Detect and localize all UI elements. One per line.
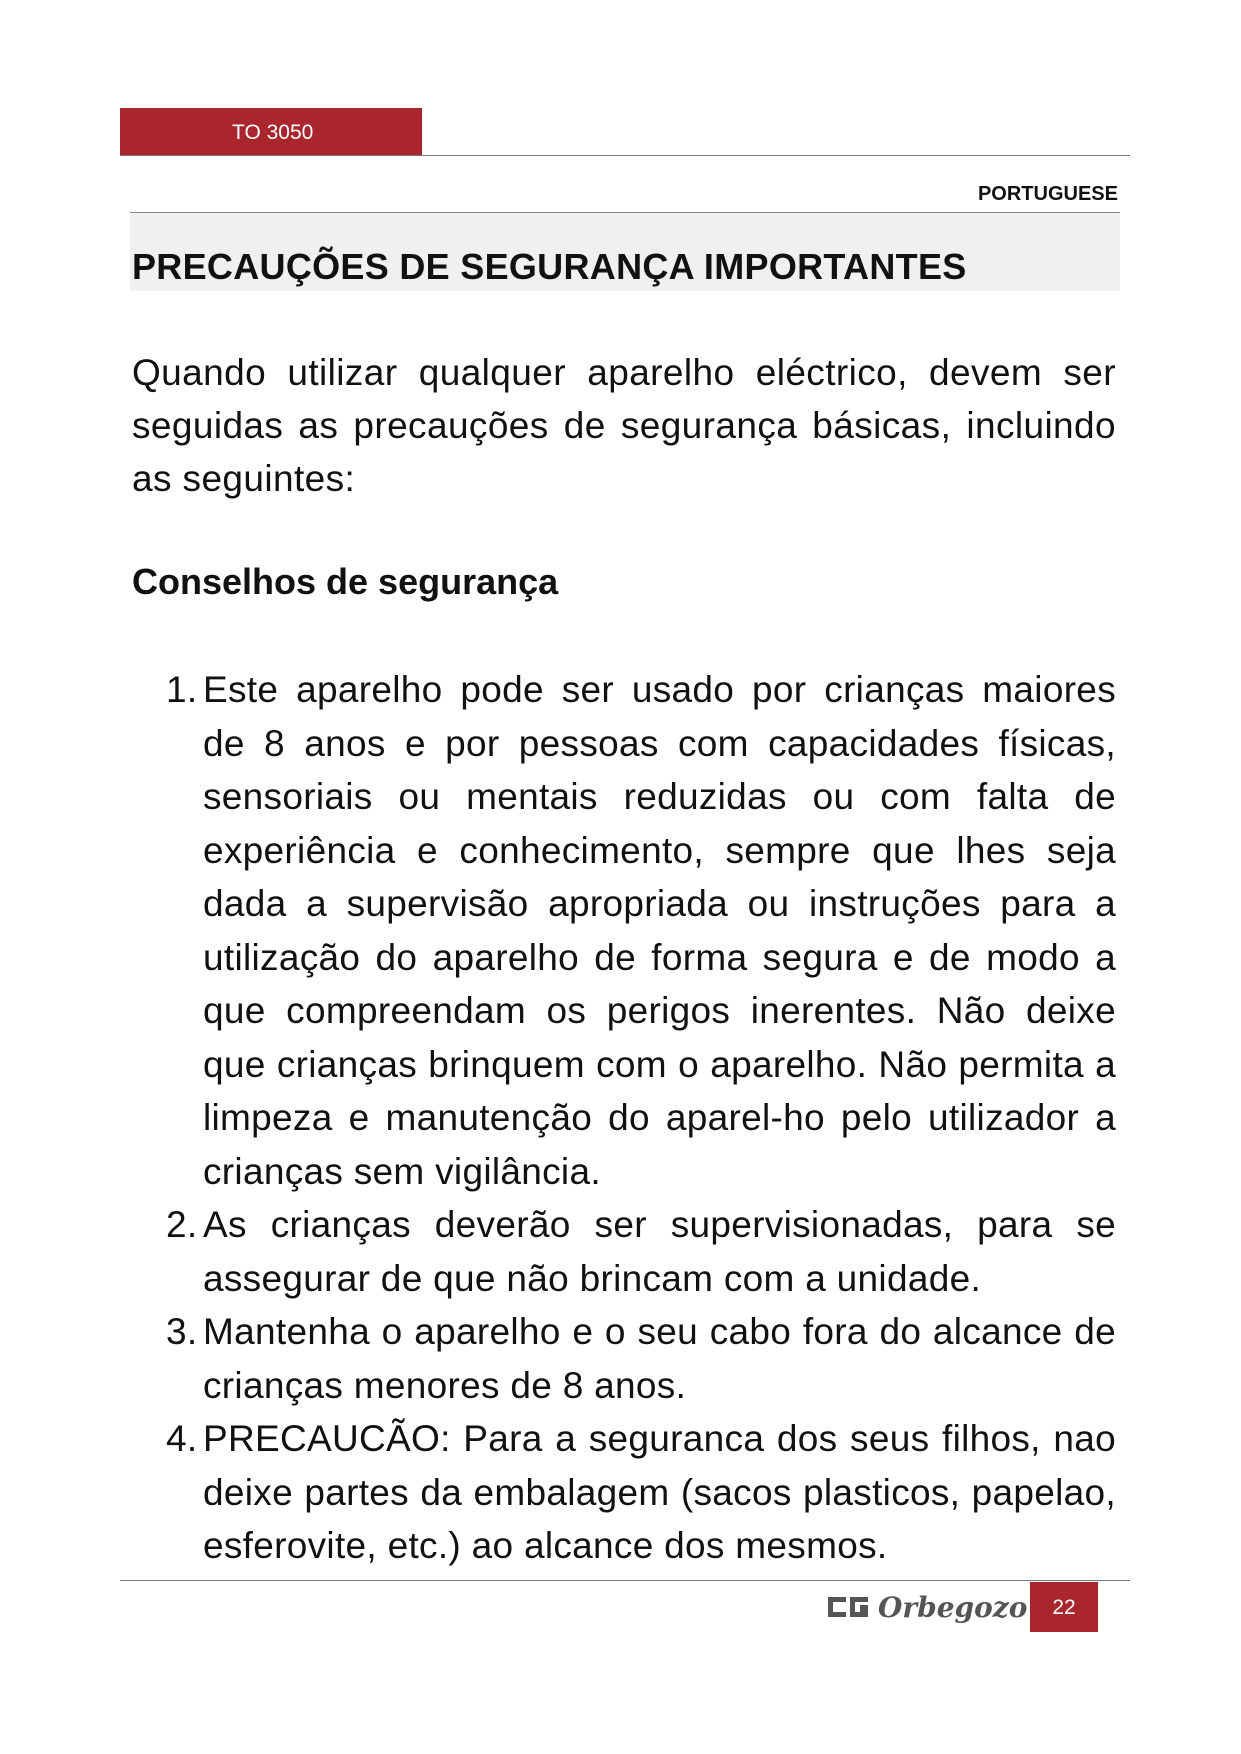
list-item <box>150 663 1116 1198</box>
page-title: PRECAUÇÕES DE SEGURANÇA IMPORTANTES <box>132 246 967 287</box>
header-divider <box>120 155 1130 156</box>
list-item-text: PRECAUCÃO: Para a seguranca dos seus filhos, nao deixe partes da embalagem (sacos plasticos, papelao, esferovite, etc.) ao alcance dos mesmos. <box>203 1418 1116 1566</box>
brand-name: Orbegozo <box>878 1590 1028 1624</box>
page-number-box <box>1030 1582 1098 1632</box>
list-item-text: As crianças deverão ser supervisionadas, para se assegurar de que não brincam com a unidade. <box>203 1204 1116 1299</box>
list-item-number: 4. <box>166 1418 198 1459</box>
section-heading: Conselhos de segurança <box>132 561 559 602</box>
list-item <box>150 1305 1116 1412</box>
language-label: PORTUGUESE <box>977 183 1118 205</box>
model-label: TO 3050 <box>232 121 314 144</box>
footer-divider <box>120 1580 1130 1581</box>
safety-list <box>150 663 1116 1573</box>
list-item <box>150 1412 1116 1573</box>
list-item-text: Este aparelho pode ser usado por crianças maiores de 8 anos e por pessoas com capacidades físicas, sensoriais ou mentais reduzidas ou com falta de experiência e conhecimento, sempre que lhes seja dada a supervisão apropriada ou instruções para a utilização do aparelho de forma segura e de modo a que compreendam os perigos inerentes. Não deixe que crianças brinquem com o aparelho. Não permita a limpeza e manutenção do aparel-ho pelo utilizador a crianças sem vigilância. <box>203 669 1116 1192</box>
list-item-text: Mantenha o aparelho e o seu cabo fora do alcance de crianças menores de 8 anos. <box>203 1311 1116 1406</box>
list-item <box>150 1198 1116 1305</box>
brand-logo <box>826 1587 1027 1627</box>
intro-paragraph: Quando utilizar qualquer aparelho eléctrico, devem ser seguidas as precauções de segurança básicas, incluindo as seguintes: <box>132 352 1116 499</box>
list-item-number: 2. <box>166 1204 198 1245</box>
list-item-number: 1. <box>166 669 198 710</box>
page-number: 22 <box>1052 1596 1076 1619</box>
orbegozo-logo-icon <box>826 1594 870 1620</box>
model-tab <box>120 108 422 155</box>
list-item-number: 3. <box>166 1311 198 1352</box>
